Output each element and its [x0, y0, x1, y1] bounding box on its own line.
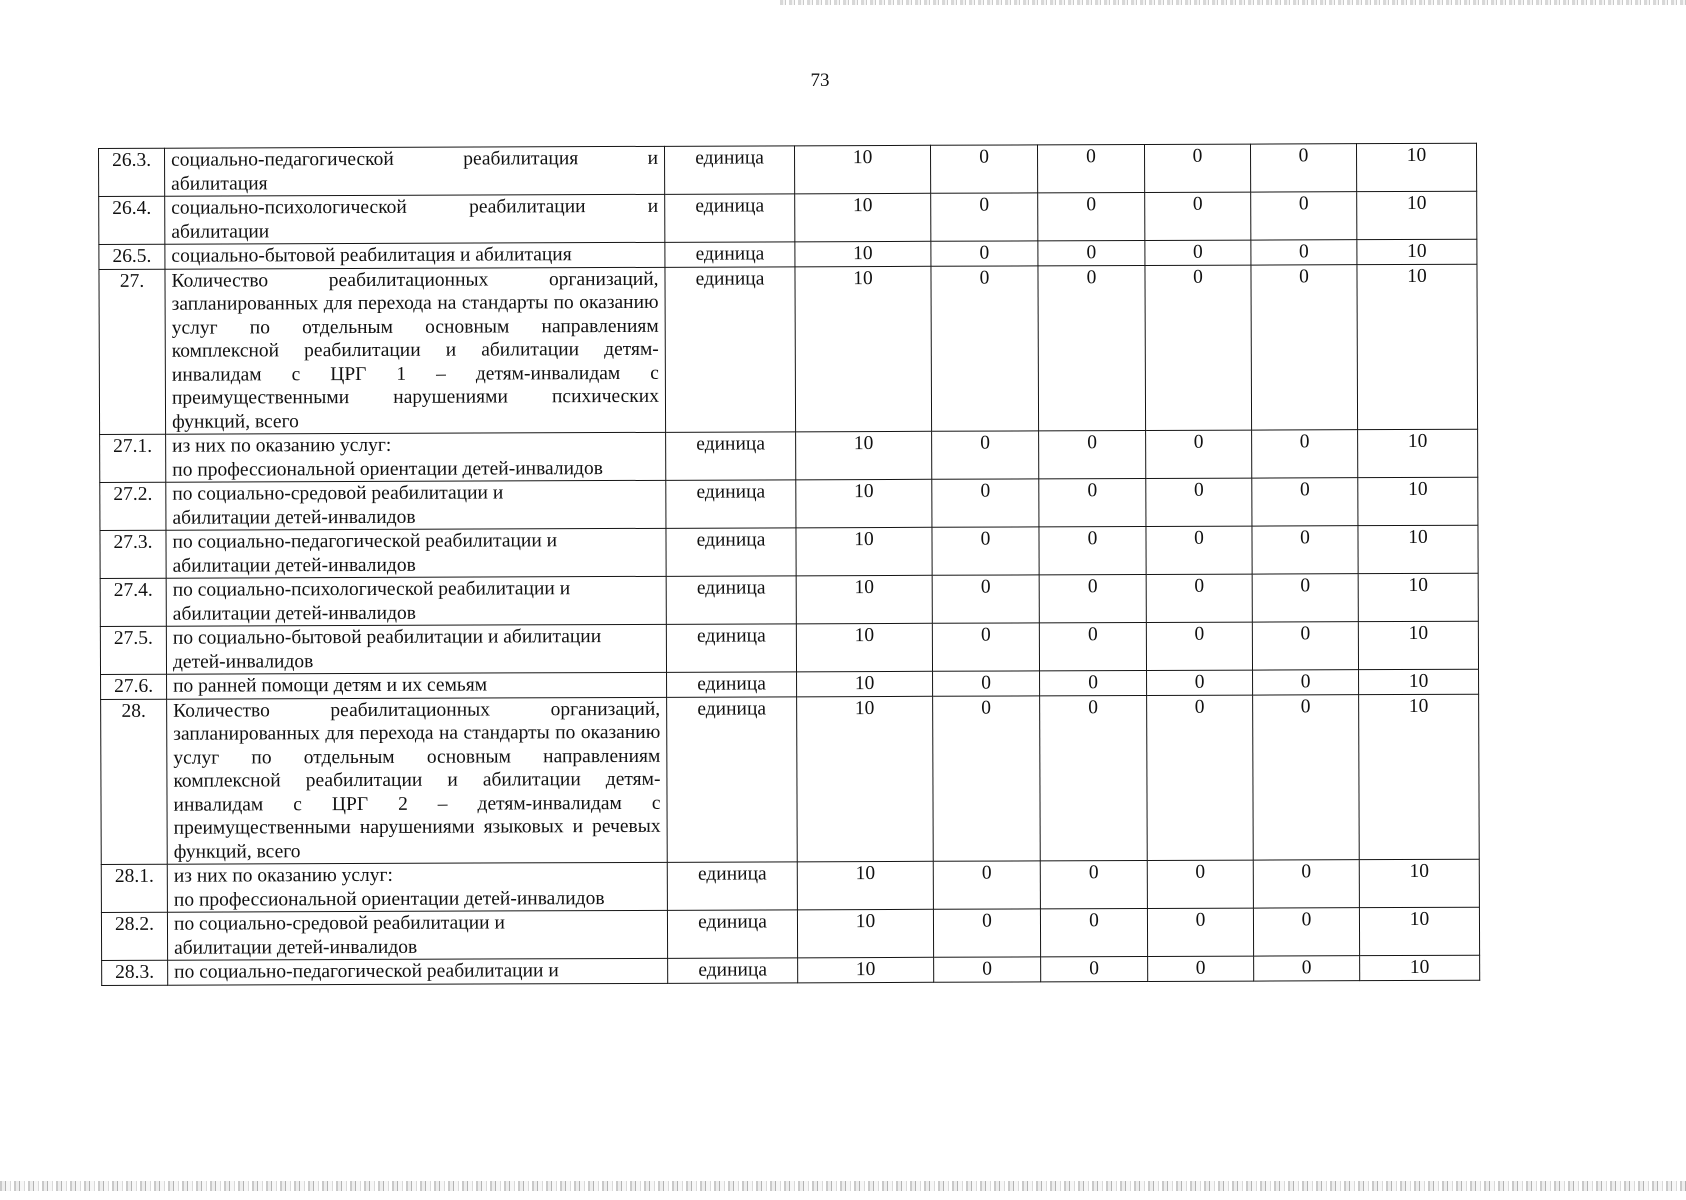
value-cell-3: 0: [1038, 265, 1146, 431]
value-cell-6: 10: [1359, 694, 1480, 860]
row-unit: единица: [667, 696, 798, 862]
value-cell-3: 0: [1040, 908, 1147, 956]
row-unit: единица: [667, 910, 797, 958]
value-cell-4: 0: [1145, 265, 1252, 431]
description-line: социально-бытовой реабилитация и абилитация: [171, 244, 572, 267]
value-cell-6: 10: [1358, 573, 1478, 621]
value-cell-5: 0: [1250, 144, 1356, 192]
row-number: 27.2.: [100, 482, 166, 530]
description-line: абилитации детей-инвалидов: [174, 936, 418, 959]
table-row: [101, 859, 1479, 912]
row-number: 27.6.: [101, 674, 167, 699]
row-number: 26.5.: [99, 244, 165, 269]
value-cell-4: 0: [1146, 478, 1252, 526]
value-cell-1: 10: [796, 623, 932, 672]
value-cell-4: 0: [1144, 144, 1250, 192]
value-cell-4: 0: [1145, 192, 1251, 240]
row-number: 26.3.: [99, 148, 165, 196]
row-description: [165, 242, 665, 268]
value-cell-5: 0: [1252, 526, 1358, 574]
row-number: 28.3.: [102, 960, 168, 985]
value-cell-3: 0: [1041, 956, 1148, 981]
value-cell-6: 10: [1356, 143, 1476, 191]
row-number: 27.1.: [100, 434, 166, 482]
row-number: 28.1.: [101, 864, 167, 912]
value-cell-5: 0: [1253, 694, 1360, 860]
row-description: [165, 146, 665, 196]
value-cell-6: 10: [1358, 621, 1478, 669]
table-row: [101, 907, 1479, 960]
description-line: по социально-средовой реабилитации и: [173, 912, 505, 935]
table-row: [99, 143, 1477, 196]
row-unit: единица: [666, 432, 796, 480]
value-cell-3: 0: [1039, 526, 1146, 574]
value-cell-6: 10: [1359, 907, 1479, 955]
value-cell-4: 0: [1147, 908, 1253, 956]
value-cell-2: 0: [931, 193, 1038, 241]
value-cell-3: 0: [1037, 144, 1144, 192]
value-cell-5: 0: [1253, 670, 1359, 695]
value-cell-2: 0: [933, 695, 1041, 861]
row-unit: единица: [665, 266, 796, 432]
indicators-table: [98, 143, 1480, 986]
description-line: по социально-психологической реабилитации и: [172, 578, 571, 601]
description-line: по профессиональной ориентации детей-инвалидов: [173, 887, 605, 911]
value-cell-4: 0: [1147, 695, 1254, 861]
scan-edge-bottom: [0, 1181, 1686, 1191]
value-cell-2: 0: [930, 145, 1037, 193]
value-cell-2: 0: [933, 861, 1040, 909]
value-cell-6: 10: [1357, 191, 1477, 239]
value-cell-4: 0: [1145, 240, 1251, 265]
row-description: [165, 267, 666, 434]
row-unit: единица: [664, 146, 794, 194]
value-cell-2: 0: [932, 623, 1039, 671]
table-row: [100, 429, 1478, 482]
value-cell-4: 0: [1147, 670, 1253, 695]
scan-edge-top: [780, 0, 1686, 5]
value-cell-5: 0: [1252, 574, 1358, 622]
value-cell-4: 0: [1146, 526, 1252, 574]
row-description: [167, 910, 667, 960]
row-description: [166, 432, 666, 482]
row-unit: единица: [666, 480, 796, 528]
description-line: Количество реабилитационных организаций, запланированных для перехода на стандарты по оказанию услуг по отдельным основным направлениям комплексной реабилитации и абилитации детям-инвалидам с ЦРГ 1 – детям-инвалидам с преимущественными нарушениями психических функций, всего: [171, 268, 659, 433]
value-cell-5: 0: [1252, 622, 1358, 670]
value-cell-2: 0: [932, 527, 1039, 575]
value-cell-4: 0: [1146, 574, 1252, 622]
value-cell-3: 0: [1039, 478, 1146, 526]
description-line: из них по оказанию услуг:: [173, 864, 393, 887]
row-number: 26.4.: [99, 196, 165, 244]
value-cell-6: 10: [1359, 859, 1479, 907]
value-cell-6: 10: [1359, 669, 1479, 694]
value-cell-4: 0: [1146, 622, 1252, 670]
row-number: 28.: [101, 699, 168, 865]
row-unit: единица: [666, 624, 796, 672]
value-cell-3: 0: [1039, 622, 1146, 670]
row-description: [166, 528, 666, 578]
value-cell-2: 0: [932, 575, 1039, 623]
table-row: [99, 191, 1477, 244]
value-cell-4: 0: [1147, 860, 1253, 908]
value-cell-1: 10: [797, 671, 933, 696]
value-cell-6: 10: [1358, 525, 1478, 573]
value-cell-1: 10: [796, 575, 932, 624]
value-cell-3: 0: [1040, 670, 1147, 695]
table-container: [98, 143, 1479, 986]
value-cell-2: 0: [932, 479, 1039, 527]
value-cell-6: 10: [1357, 239, 1477, 264]
value-cell-4: 0: [1146, 430, 1252, 478]
value-cell-1: 10: [795, 266, 932, 432]
row-unit: единица: [667, 862, 797, 910]
description-line: по социально-бытовой реабилитации и абилитации: [172, 626, 602, 649]
row-unit: единица: [667, 672, 797, 697]
row-description: [166, 576, 666, 626]
value-cell-1: 10: [796, 527, 932, 576]
value-cell-1: 10: [795, 241, 931, 266]
row-description: [167, 697, 668, 864]
value-cell-2: 0: [934, 957, 1041, 982]
row-number: 28.2.: [101, 912, 167, 960]
value-cell-2: 0: [933, 909, 1040, 957]
value-cell-3: 0: [1040, 695, 1148, 861]
description-line: абилитации детей-инвалидов: [172, 506, 416, 529]
page-number: 73: [810, 70, 830, 91]
value-cell-5: 0: [1252, 430, 1358, 478]
row-description: [167, 862, 667, 912]
value-cell-3: 0: [1038, 240, 1145, 265]
value-cell-1: 10: [797, 696, 934, 862]
value-cell-2: 0: [931, 241, 1038, 266]
description-line: абилитация: [171, 172, 268, 195]
description-line: детей-инвалидов: [172, 650, 314, 673]
table-row: [101, 694, 1480, 865]
value-cell-3: 0: [1039, 430, 1146, 478]
value-cell-5: 0: [1251, 192, 1357, 240]
table-row: [100, 477, 1478, 530]
value-cell-5: 0: [1254, 956, 1360, 981]
value-cell-6: 10: [1357, 264, 1478, 430]
value-cell-1: 10: [794, 145, 930, 194]
description-line: социально-педагогической реабилитация и: [171, 147, 659, 171]
description-line: из них по оказанию услуг:: [172, 434, 392, 457]
value-cell-4: 0: [1148, 956, 1254, 981]
value-cell-6: 10: [1358, 477, 1478, 525]
value-cell-5: 0: [1251, 240, 1357, 265]
value-cell-5: 0: [1253, 908, 1359, 956]
description-line: по социально-средовой реабилитации и: [172, 482, 504, 505]
row-number: 27.5.: [100, 626, 166, 674]
value-cell-1: 10: [797, 909, 933, 958]
description-line: по профессиональной ориентации детей-инвалидов: [172, 457, 603, 481]
description-line: социально-психологической реабилитации и: [171, 195, 659, 219]
value-cell-3: 0: [1039, 574, 1146, 622]
row-unit: единица: [666, 576, 796, 624]
description-line: по социально-педагогической реабилитации и: [172, 530, 558, 553]
row-unit: единица: [665, 242, 795, 267]
value-cell-1: 10: [796, 479, 932, 528]
value-cell-6: 10: [1358, 429, 1478, 477]
value-cell-5: 0: [1251, 264, 1358, 430]
row-description: [167, 672, 667, 698]
row-unit: единица: [665, 194, 795, 242]
row-unit: единица: [666, 528, 796, 576]
row-number: 27.4.: [100, 578, 166, 626]
value-cell-2: 0: [931, 265, 1039, 431]
value-cell-3: 0: [1040, 860, 1147, 908]
value-cell-3: 0: [1038, 192, 1145, 240]
value-cell-1: 10: [798, 957, 934, 982]
table-row: [102, 955, 1480, 985]
row-description: [168, 958, 668, 984]
row-description: [166, 480, 666, 530]
table-row: [99, 264, 1478, 435]
table-row: [100, 621, 1478, 674]
value-cell-1: 10: [797, 861, 933, 910]
description-line: Количество реабилитационных организаций, запланированных для перехода на стандарты по оказанию услуг по отдельным основным направлениям комплексной реабилитации и абилитации детям-инвалидам с ЦРГ 2 – детям-инвалидам с преимущественными нарушениями языковых и речевых функций, всего: [173, 698, 661, 863]
row-description: [165, 194, 665, 244]
table-row: [100, 573, 1478, 626]
value-cell-2: 0: [932, 431, 1039, 479]
description-line: абилитации детей-инвалидов: [172, 602, 416, 625]
row-description: [166, 624, 666, 674]
value-cell-2: 0: [933, 671, 1040, 696]
value-cell-5: 0: [1253, 860, 1359, 908]
value-cell-1: 10: [795, 193, 931, 242]
value-cell-5: 0: [1252, 478, 1358, 526]
description-line: по ранней помощи детям и их семьям: [173, 674, 488, 697]
value-cell-1: 10: [796, 431, 932, 480]
table-row: [100, 525, 1478, 578]
value-cell-6: 10: [1360, 955, 1480, 980]
row-number: 27.3.: [100, 530, 166, 578]
row-unit: единица: [668, 958, 798, 983]
description-line: абилитации: [171, 220, 270, 243]
description-line: абилитации детей-инвалидов: [172, 554, 416, 577]
row-number: 27.: [99, 269, 166, 435]
table-body: [99, 143, 1480, 985]
description-line: по социально-педагогической реабилитации и: [174, 960, 559, 983]
